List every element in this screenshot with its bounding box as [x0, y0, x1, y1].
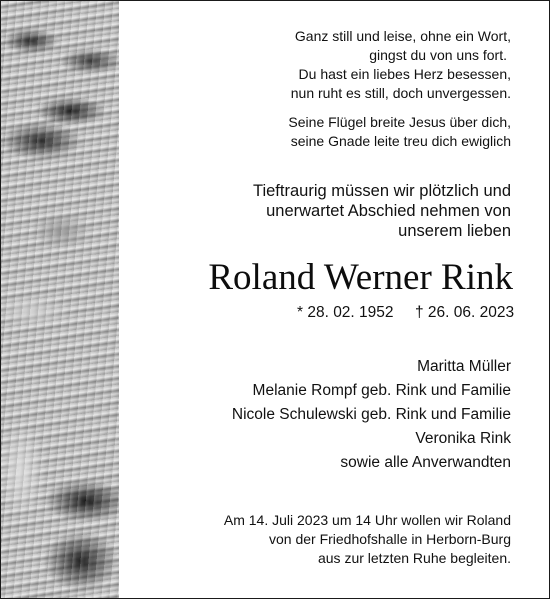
blessing-line: Seine Flügel breite Jesus über dich,	[288, 114, 511, 130]
mourner-line: Melanie Rompf geb. Rink und Familie	[252, 382, 511, 399]
intro-line: unserem lieben	[398, 222, 511, 240]
verse-line: gingst du von uns fort.	[369, 47, 507, 63]
verse-line: Du hast ein liebes Herz besessen,	[298, 66, 511, 82]
mourner-line: Veronika Rink	[415, 430, 511, 447]
funeral-line: von der Friedhofshalle in Herborn-Burg	[268, 531, 511, 547]
birth-date: * 28. 02. 1952	[297, 304, 394, 321]
waterfall-photo	[1, 1, 119, 598]
funeral-line: Am 14. Juli 2023 um 14 Uhr wollen wir Roland	[223, 512, 511, 528]
funeral-line: aus zur letzten Ruhe begleiten.	[317, 550, 511, 566]
intro-line: unerwartet Abschied nehmen von	[266, 202, 511, 220]
death-date: † 26. 06. 2023	[415, 304, 515, 321]
blessing-line: seine Gnade leite treu dich ewiglich	[290, 133, 511, 149]
verse-line: nun ruht es still, doch unvergessen.	[290, 85, 511, 101]
deceased-name: Roland Werner Rink	[208, 257, 513, 298]
mourner-line: Nicole Schulewski geb. Rink und Familie	[231, 406, 511, 423]
intro-line: Tieftraurig müssen wir plötzlich und	[253, 182, 511, 200]
mourner-line: Maritta Müller	[417, 358, 511, 375]
mourner-line: sowie alle Anverwandten	[340, 454, 511, 471]
verse-line: Ganz still und leise, ohne ein Wort,	[294, 28, 511, 44]
